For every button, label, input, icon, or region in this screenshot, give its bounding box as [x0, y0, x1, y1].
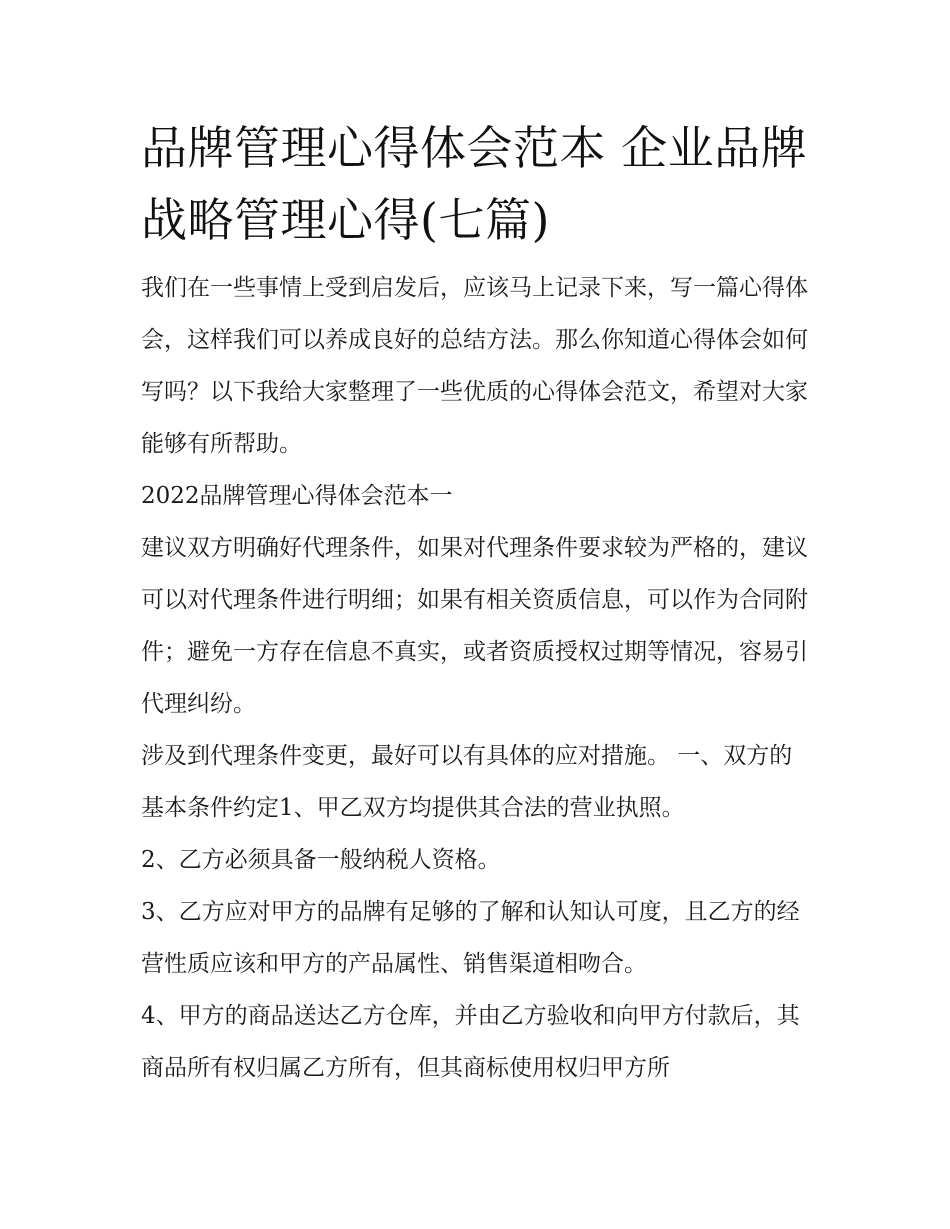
document-title: 品牌管理心得体会范本 企业品牌战略管理心得(七篇) — [141, 121, 808, 247]
body-paragraph: 2、乙方必须具备一般纳税人资格。 — [141, 847, 501, 873]
body-paragraph: 涉及到代理条件变更，最好可以有具体的应对措施。 一、双方的基本条件约定1、甲乙双方均提供其合法的营业执照。 — [141, 743, 793, 821]
body-paragraph: 3、乙方应对甲方的品牌有足够的了解和认知认可度，且乙方的经营性质应该和甲方的产品属性、销售渠道相吻合。 — [141, 899, 800, 977]
intro-paragraph: 我们在一些事情上受到启发后，应该马上记录下来，写一篇心得体会，这样我们可以养成良好的总结方法。那么你知道心得体会如何写吗？以下我给大家整理了一些优质的心得体会范文，希望对大家能够有所帮助。 — [141, 275, 808, 457]
body-paragraph: 4、甲方的商品送达乙方仓库，并由乙方验收和向甲方付款后，其商品所有权归属乙方所有，但其商标使用权归甲方所 — [141, 1003, 800, 1081]
document-body — [141, 112, 813, 1094]
section-heading: 2022品牌管理心得体会范本一 — [141, 483, 453, 509]
body-paragraph: 建议双方明确好代理条件，如果对代理条件要求较为严格的，建议可以对代理条件进行明细；如果有相关资质信息，可以作为合同附件；避免一方存在信息不真实，或者资质授权过期等情况，容易引代理纠纷。 — [141, 535, 808, 717]
